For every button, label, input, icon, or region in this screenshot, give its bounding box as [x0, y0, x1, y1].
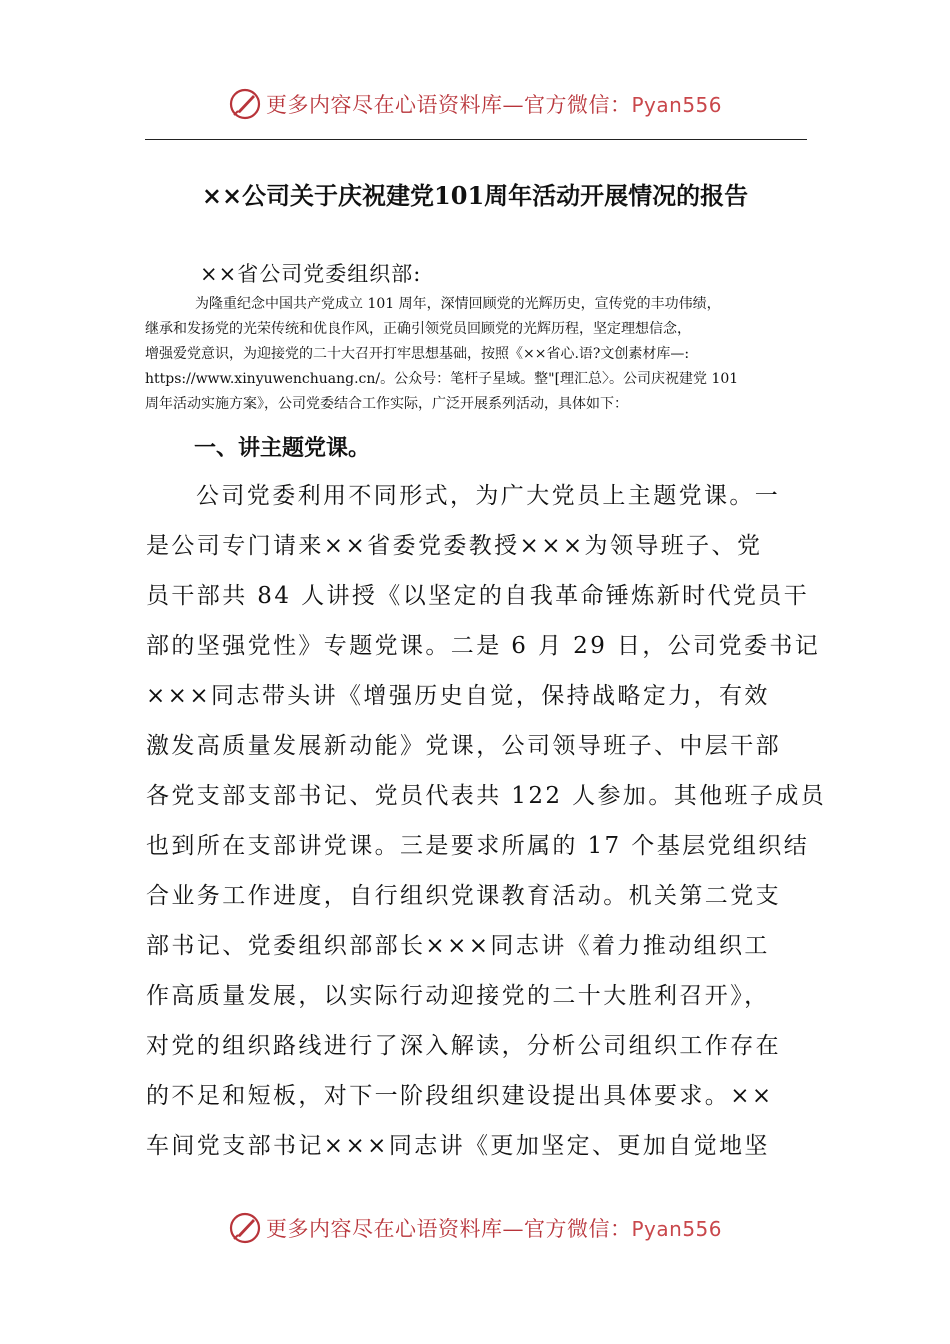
body-line: 部的坚强党性》专题党课。二是 6 月 29 日，公司党委书记 [146, 633, 821, 659]
body-line: 激发高质量发展新动能》党课，公司领导班子、中层干部 [146, 733, 781, 759]
salutation: ××省公司党委组织部: [200, 262, 422, 286]
intro-line: 周年活动实施方案》，公司党委结合工作实际，广泛开展系列活动，具体如下： [145, 396, 628, 412]
header-divider [145, 139, 807, 140]
body-line: 也到所在支部讲党课。三是要求所属的 17 个基层党组织结 [146, 833, 810, 859]
body-line: 员干部共 84 人讲授《以坚定的自我革命锤炼新时代党员干 [146, 583, 810, 609]
section-heading: 一、讲主题党课。 [194, 435, 371, 461]
header-watermark [0, 82, 950, 126]
body-line: 公司党委利用不同形式，为广大党员上主题党课。一 [196, 483, 781, 509]
body-line: 是公司专门请来××省委党委教授×××为领导班子、党 [146, 533, 763, 559]
wechat-id: Pyan556 [631, 1217, 722, 1241]
footer-watermark [0, 1206, 950, 1250]
intro-line: 为隆重纪念中国共产党成立 101 周年，深情回顾党的光辉历史，宣传党的丰功伟绩， [195, 296, 721, 312]
document-title: ××公司关于庆祝建党101周年活动开展情况的报告 [201, 181, 749, 210]
body-line: 车间党支部书记×××同志讲《更加坚定、更加自觉地坚 [146, 1133, 770, 1159]
body-line: 对党的组织路线进行了深入解读，分析公司组织工作存在 [146, 1033, 781, 1059]
watermark-text: 更多内容尽在心语资料库—官方微信：Pyan556 [265, 93, 722, 117]
wechat-id: Pyan556 [631, 93, 722, 117]
quill-pen-logo-icon [228, 87, 262, 121]
intro-line: 增强爱党意识，为迎接党的二十大召开打牢思想基础，按照《××省心.语?文创素材库—: [145, 346, 690, 362]
intro-line: https://www.xinyuwenchuang.cn/。公众号：笔杆子星域。整"[理汇总〉。公司庆祝建党 101 [145, 371, 739, 387]
intro-paragraph [145, 292, 810, 417]
body-line: 的不足和短板，对下一阶段组织建设提出具体要求。×× [146, 1083, 774, 1109]
body-line: 合业务工作进度，自行组织党课教育活动。机关第二党支 [146, 883, 781, 909]
body-line: 部书记、党委组织部部长×××同志讲《着力推动组织工 [146, 933, 770, 959]
body-line: 作高质量发展，以实际行动迎接党的二十大胜利召开》， [146, 983, 770, 1009]
quill-pen-logo-icon [228, 1211, 262, 1245]
watermark-text: 更多内容尽在心语资料库—官方微信：Pyan556 [265, 1217, 722, 1241]
intro-line: 继承和发扬党的光荣传统和优良作风，正确引领党员回顾党的光辉历程，坚定理想信念， [145, 321, 691, 337]
body-line: 各党支部支部书记、党员代表共 122 人参加。其他班子成员 [146, 783, 827, 809]
body-paragraph [146, 471, 827, 1171]
body-line: ×××同志带头讲《增强历史自觉，保持战略定力，有效 [146, 683, 770, 709]
